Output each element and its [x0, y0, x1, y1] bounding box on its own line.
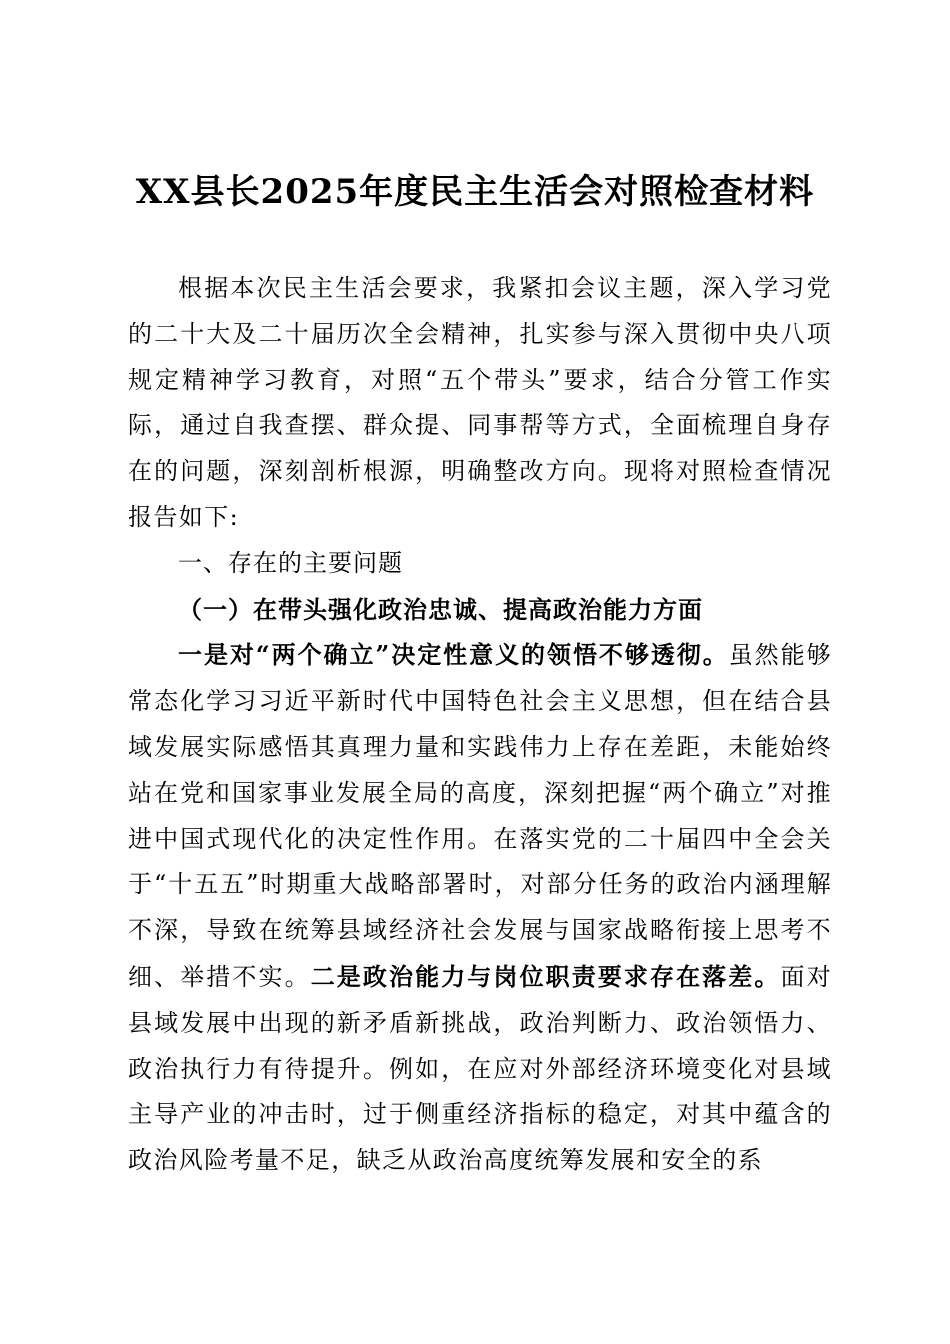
- point2-text: 面对县域发展中出现的新矛盾新挑战，政治判断力、政治领悟力、政治执行力有待提升。例如，在应对外部经济环境变化对县域主导产业的冲击时，过于侧重经济指标的稳定，对其中蕴含的政治风险考量不足，缺乏从政治高度统筹发展和安全的系: [128, 962, 832, 1175]
- subsection-heading-political-loyalty: （一）在带头强化政治忠诚、提高政治能力方面: [178, 594, 703, 624]
- problem-paragraph: [128, 632, 832, 1184]
- point2-title: 二是政治能力与岗位职责要求存在落差。: [310, 961, 781, 991]
- section-heading-problems: 一、存在的主要问题: [178, 548, 403, 577]
- point1-text: 虽然能够常态化学习习近平新时代中国特色社会主义思想，但在结合县域发展实际感悟其真理力量和实践伟力上存在差距，未能始终站在党和国家事业发展全局的高度，深刻把握“两个确立”对推进中国式现代化的决定性作用。在落实党的二十届四中全会关于“十五五”时期重大战略部署时，对部分任务的政治内涵理解不深，导致在统筹县域经济社会发展与国家战略衔接上思考不细、举措不实。: [128, 641, 832, 991]
- document-body: [128, 266, 832, 1184]
- document-title: XX县长2025年度民主生活会对照检查材料: [135, 172, 815, 212]
- point1-title: 一是对“两个确立”决定性意义的领悟不够透彻。: [178, 640, 729, 670]
- intro-paragraph: 根据本次民主生活会要求，我紧扣会议主题，深入学习党的二十大及二十届历次全会精神，扎实参与深入贯彻中央八项规定精神学习教育，对照“五个带头”要求，结合分管工作实际，通过自我查摆、群众提、同事帮等方式，全面梳理自身存在的问题，深刻剖析根源，明确整改方向。现将对照检查情况报告如下:: [128, 274, 832, 531]
